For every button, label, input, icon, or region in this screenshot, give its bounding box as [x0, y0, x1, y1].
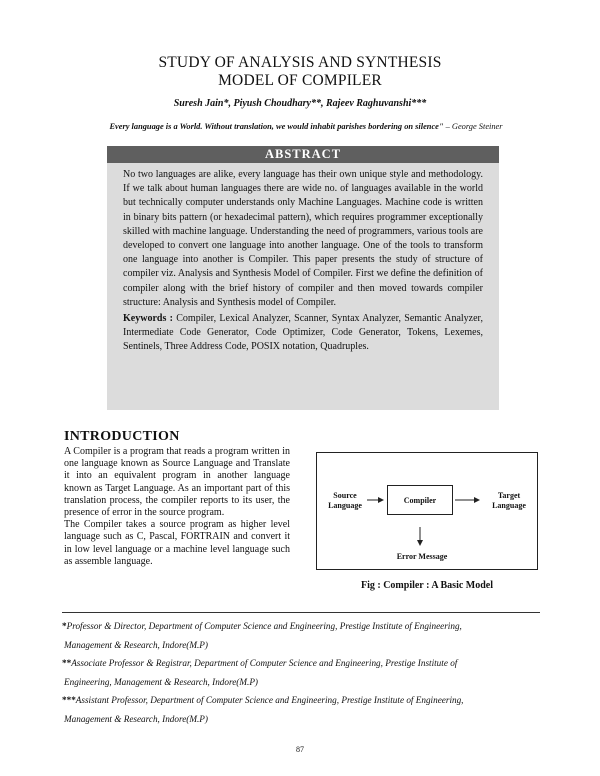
footnote-1-mark: *: [62, 621, 67, 631]
footnote-2-line-1: Associate Professor & Registrar, Department of Computer Science and Engineering, Prestige Institute of: [71, 658, 458, 669]
footnote-3-mark: ***: [62, 695, 76, 706]
footnote-1-continued: Management & Research, Indore(M.P): [64, 639, 208, 650]
target-label-line-1: Target: [497, 491, 521, 500]
target-label-line-2: Language: [492, 500, 526, 510]
target-language-label: [483, 491, 535, 510]
keywords-list: Compiler, Lexical Analyzer, Scanner, Syntax Analyzer, Semantic Analyzer, Intermediate Code Generator, Code Optimizer, Code Generator, Tokens, Lexemes, Sentinels, Three Address Code, POSIX notation, Quadruples.: [123, 313, 483, 353]
section-heading-introduction: INTRODUCTION: [64, 429, 180, 444]
introduction-body: [64, 446, 290, 568]
intro-paragraph-2: The Compiler takes a source program as higher level language such as C, Pascal, FORTRAIN and convert it in low level language or a machine level language such as assemble language.: [64, 519, 290, 567]
page-number: 87: [296, 745, 304, 754]
quote-text: Every language is a World. Without translation, we would inhabit parishes bordering on silence": [109, 122, 444, 131]
quote-attribution: – George Steiner: [445, 122, 503, 131]
abstract-text: No two languages are alike, every language has their own unique style and methodology. If we talk about human languages there are wide no. of languages available in the world but technically computer understands only Machine Languages. Machine code is written in binary bits pattern (or hexadecimal pattern), which requires programmer exceptionally skilled with machine language. Understanding the need of programmers, various tools are developed to convert one language into another language. One of the tools to transform one language into another is Compiler. This paper presents the study of structure of compiler viz. Analysis and Synthesis Model of Compiler. First we define the definition of compiler along with the brief history of compiler and then moved towards compiler structure: Analysis and Synthesis model of Compiler.: [123, 169, 483, 308]
title-line-1: STUDY OF ANALYSIS AND SYNTHESIS: [158, 54, 442, 71]
source-label-line-2: Language: [328, 500, 362, 510]
footnote-2-continued: Engineering, Management & Research, Indore(M.P): [64, 676, 258, 687]
compiler-box-label: Compiler: [403, 495, 437, 505]
footnote-divider: [62, 612, 540, 613]
footnote-2-mark: **: [62, 658, 72, 669]
figure-caption: Fig : Compiler : A Basic Model: [360, 580, 494, 591]
abstract-box: [107, 146, 499, 410]
paper-title: [0, 54, 600, 90]
footnote-1: [62, 617, 542, 636]
footnote-3-line-1: Assistant Professor, Department of Computer Science and Engineering, Prestige Institute of Engineering,: [75, 695, 464, 706]
author-list: Suresh Jain*, Piyush Choudhary**, Rajeev Raghuvanshi***: [173, 98, 427, 109]
compiler-box: [387, 485, 453, 515]
compiler-diagram: [316, 452, 538, 570]
abstract-body: [107, 163, 499, 355]
epigraph-quote: [64, 122, 548, 131]
error-message-label: Error Message: [396, 552, 448, 561]
keywords-paragraph: [123, 312, 483, 355]
footnote-2: [62, 654, 542, 673]
footnote-1-line-1: Professor & Director, Department of Computer Science and Engineering, Prestige Institute of Engineering,: [66, 621, 462, 631]
keywords-label: Keywords :: [123, 313, 173, 325]
source-label-line-1: Source: [333, 491, 357, 500]
footnote-3-continued: Management & Research, Indore(M.P): [64, 713, 208, 724]
intro-paragraph-1: A Compiler is a program that reads a program written in one language known as Source Language and Translate it into an equivalent program in another language known as Target Language. As an important part of this translation process, the compiler reports to its user, the presence of error in the source program.: [64, 446, 290, 519]
footnotes: [62, 617, 542, 729]
title-line-2: MODEL OF COMPILER: [218, 72, 382, 89]
footnote-3: [62, 691, 542, 710]
abstract-heading: ABSTRACT: [107, 146, 499, 163]
